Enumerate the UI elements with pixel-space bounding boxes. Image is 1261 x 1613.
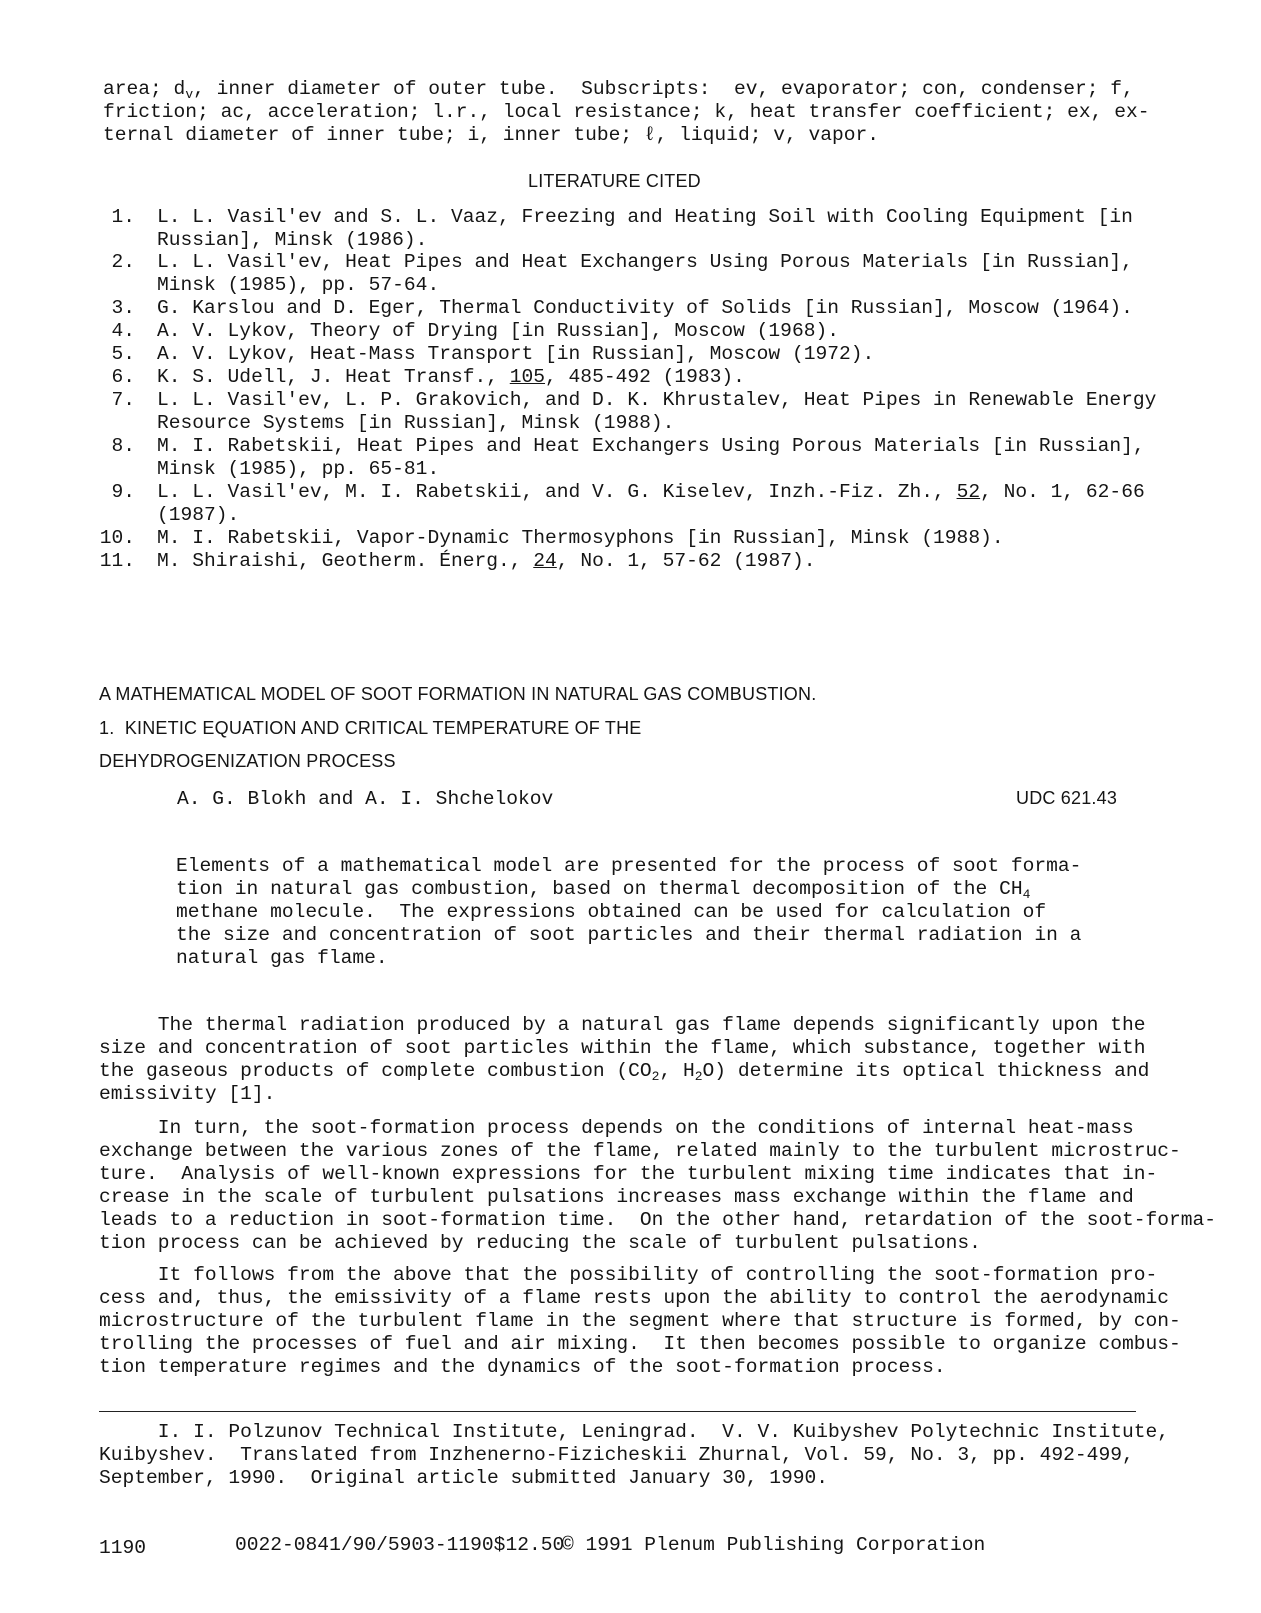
reference-number: 4. xyxy=(111,320,135,342)
reference-line: L. L. Vasil'ev, Heat Pipes and Heat Exchangers Using Porous Materials [in Russian], xyxy=(157,251,1133,273)
reference-number: 11. xyxy=(99,550,135,572)
reference-line: M. Shiraishi, Geotherm. Énerg., 24, No. 1, 57-62 (1987). xyxy=(157,550,816,572)
reference-line: L. L. Vasil'ev, L. P. Grakovich, and D. K. Khrustalev, Heat Pipes in Renewable Energy xyxy=(157,389,1157,411)
text-line: September, 1990. Original article submitted January 30, 1990. xyxy=(99,1467,829,1489)
text-line: tion in natural gas combustion, based on thermal decomposition of the $CH_4$ xyxy=(176,878,1031,902)
reference-line: Resource Systems [in Russian], Minsk (1988). xyxy=(157,412,675,434)
reference-line: Russian], Minsk (1986). xyxy=(157,229,428,251)
reference-number: 7. xyxy=(111,389,135,411)
text-line: The thermal radiation produced by a natural gas flame depends significantly upon the xyxy=(99,1014,1146,1036)
text-line: Elements of a mathematical model are presented for the process of soot forma- xyxy=(176,855,1082,877)
text-line: tion temperature regimes and the dynamics of the soot-formation process. xyxy=(99,1356,946,1378)
text-line: cess and, thus, the emissivity of a flame rests upon the ability to control the aerodynamic xyxy=(99,1287,1169,1309)
text-line: the gaseous products of complete combustion ($CO_2$, $H_2O$) determine its optical thickness and xyxy=(99,1060,1150,1084)
text-line: Kuibyshev. Translated from Inzhenerno-Fizicheskii Zhurnal, Vol. 59, No. 3, pp. 492-499, xyxy=(99,1444,1134,1466)
copyright: © 1991 Plenum Publishing Corporation xyxy=(562,1534,986,1556)
text-line: I. I. Polzunov Technical Institute, Leningrad. V. V. Kuibyshev Polytechnic Institute, xyxy=(99,1421,1169,1443)
reference-number: 10. xyxy=(99,527,135,549)
reference-number: 9. xyxy=(111,481,135,503)
reference-line: Minsk (1985), pp. 65-81. xyxy=(157,458,440,480)
text-line: microstructure of the turbulent flame in the segment where that structure is formed, by con- xyxy=(99,1310,1181,1332)
udc-code: UDC 621.43 xyxy=(1016,788,1118,808)
reference-number: 1. xyxy=(111,206,135,228)
reference-line: K. S. Udell, J. Heat Transf., 105, 485-492 (1983). xyxy=(157,366,745,388)
text-line: tion process can be achieved by reducing the scale of turbulent pulsations. xyxy=(99,1232,981,1254)
text-line: It follows from the above that the possibility of controlling the soot-formation pro- xyxy=(99,1264,1158,1286)
text-line: natural gas flame. xyxy=(176,947,388,969)
reference-line: (1987). xyxy=(157,504,240,526)
reference-number: 5. xyxy=(111,343,135,365)
text-line: size and concentration of soot particles within the flame, which substance, together with xyxy=(99,1037,1146,1059)
text-line: methane molecule. The expressions obtained can be used for calculation of xyxy=(176,901,1047,923)
title-line: DEHYDROGENIZATION PROCESS xyxy=(99,751,396,771)
reference-number: 3. xyxy=(111,297,135,319)
reference-line: Minsk (1985), pp. 57-64. xyxy=(157,274,440,296)
authors: A. G. Blokh and A. I. Shchelokov xyxy=(177,788,554,810)
article-code: 0022-0841/90/5903-1190$12.50 xyxy=(235,1534,565,1556)
reference-line: A. V. Lykov, Theory of Drying [in Russian], Moscow (1968). xyxy=(157,320,839,342)
literature-heading: LITERATURE CITED xyxy=(528,171,701,191)
text-line: ture. Analysis of well-known expressions for the turbulent mixing time indicates that in- xyxy=(99,1163,1158,1185)
text-line: the size and concentration of soot particles and their thermal radiation in a xyxy=(176,924,1082,946)
reference-number: 6. xyxy=(111,366,135,388)
text-line: area; $d_v$, inner diameter of outer tube. Subscripts: ev, evaporator; con, condenser; f, xyxy=(103,78,1134,102)
reference-number: 2. xyxy=(111,251,135,273)
text-line: crease in the scale of turbulent pulsations increases mass exchange within the flame and xyxy=(99,1186,1134,1208)
reference-line: L. L. Vasil'ev and S. L. Vaaz, Freezing and Heating Soil with Cooling Equipment [in xyxy=(157,206,1133,228)
reference-number: 8. xyxy=(111,435,135,457)
reference-line: M. I. Rabetskii, Heat Pipes and Heat Exchangers Using Porous Materials [in Russian], xyxy=(157,435,1145,457)
title-line: A MATHEMATICAL MODEL OF SOOT FORMATION IN NATURAL GAS COMBUSTION. xyxy=(99,684,817,704)
title-line: 1. KINETIC EQUATION AND CRITICAL TEMPERATURE OF THE xyxy=(99,718,642,738)
reference-line: L. L. Vasil'ev, M. I. Rabetskii, and V. G. Kiselev, Inzh.-Fiz. Zh., 52, No. 1, 62-66 xyxy=(157,481,1145,503)
text-line: trolling the processes of fuel and air mixing. It then becomes possible to organize combus- xyxy=(99,1333,1181,1355)
text-line: In turn, the soot-formation process depends on the conditions of internal heat-mass xyxy=(99,1117,1134,1139)
page-number: 1190 xyxy=(99,1537,147,1559)
text-line: ternal diameter of inner tube; i, inner tube; ℓ, liquid; v, vapor. xyxy=(103,124,880,146)
reference-line: A. V. Lykov, Heat-Mass Transport [in Russian], Moscow (1972). xyxy=(157,343,875,365)
reference-line: G. Karslou and D. Eger, Thermal Conductivity of Solids [in Russian], Moscow (1964). xyxy=(157,297,1133,319)
reference-line: M. I. Rabetskii, Vapor-Dynamic Thermosyphons [in Russian], Minsk (1988). xyxy=(157,527,1004,549)
text-line: leads to a reduction in soot-formation time. On the other hand, retardation of the soot-forma- xyxy=(99,1209,1217,1231)
text-line: emissivity [1]. xyxy=(99,1083,276,1105)
text-line: exchange between the various zones of the flame, related mainly to the turbulent microstruc- xyxy=(99,1140,1181,1162)
text-line: friction; ac, acceleration; l.r., local resistance; k, heat transfer coefficient; ex, ex- xyxy=(103,101,1150,123)
footnote-rule xyxy=(99,1411,1136,1412)
